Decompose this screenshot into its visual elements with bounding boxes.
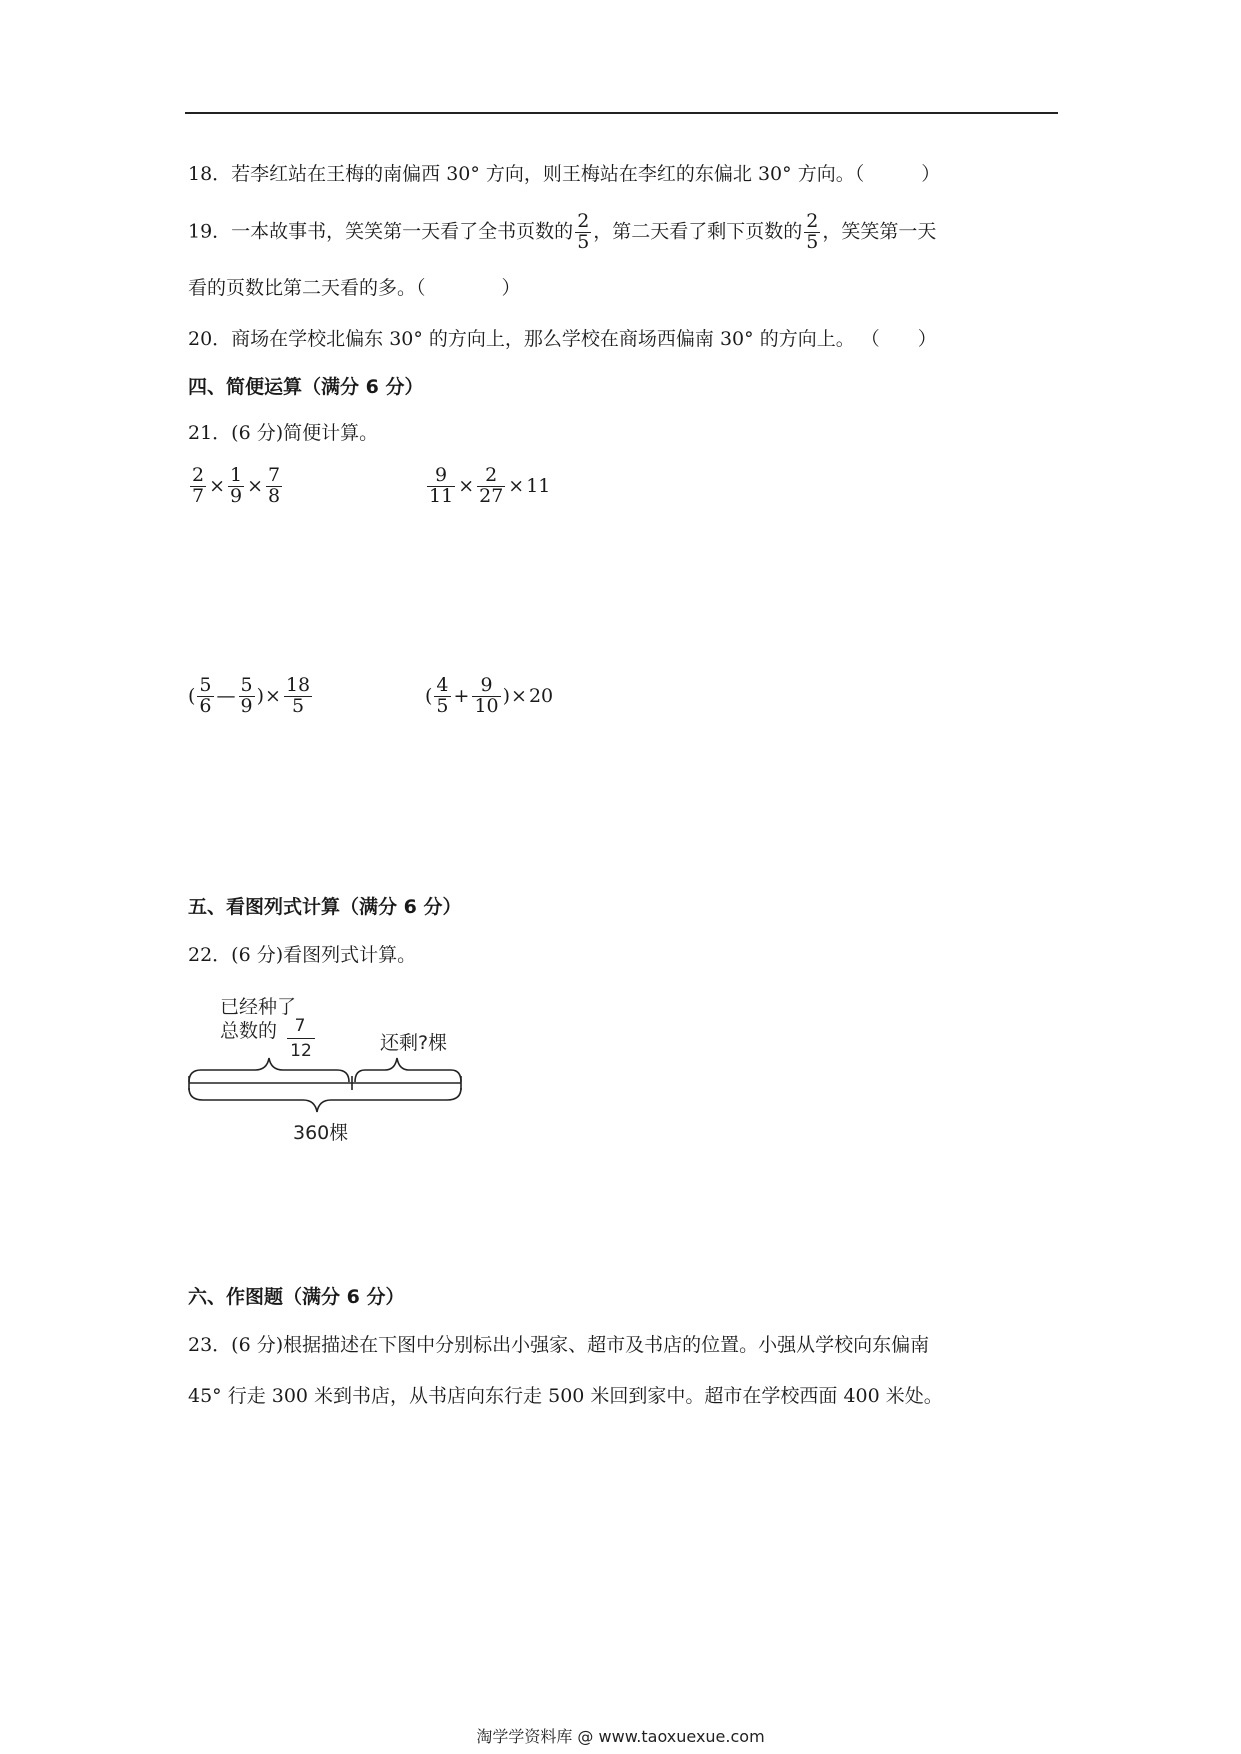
diagram-fraction-denominator: 12: [290, 1041, 312, 1061]
question-21: 21．(6 分)简便计算。: [188, 422, 379, 444]
q19-text-3: ，笑笑第一天: [822, 220, 937, 243]
section-4-title: 四、简便运算（满分 6 分）: [188, 376, 424, 398]
diagram-label-remaining: 还剩?棵: [380, 1032, 448, 1054]
question-19-line-2: 看的页数比第二天看的多。（ ）: [188, 277, 521, 299]
question-22: 22．(6 分)看图列式计算。: [188, 944, 417, 966]
header-rule: [185, 112, 1058, 114]
q19-text-2: ，第二天看了剩下页数的: [593, 220, 803, 243]
diagram-fraction-numerator: 7: [294, 1016, 306, 1036]
q19-fraction-1: $\frac{2}{5}$: [577, 210, 590, 253]
line-segment-diagram: [185, 990, 490, 1160]
q19-fraction-2: $\frac{2}{5}$: [806, 210, 819, 253]
section-5-title: 五、看图列式计算（满分 6 分）: [188, 896, 462, 918]
diagram-label-total: 360棵: [293, 1122, 349, 1144]
question-23-line-2: 45° 行走 300 米到书店，从书店向东行走 500 米回到家中。超市在学校西面 400 米处。: [188, 1385, 943, 1407]
diagram-label-planted-2: 总数的: [220, 1020, 278, 1042]
question-19: [188, 212, 936, 253]
expression-3: ( $\frac{5}{6}$ — $\frac{5}{9}$ )× $\frac{18}{5}$: [188, 674, 311, 717]
expression-2: $\frac{9}{11}$ × $\frac{2}{27}$ × 11: [429, 464, 551, 507]
expression-1: $\frac{2}{7}$ × $\frac{1}{9}$ × $\frac{7}{8}$: [192, 464, 281, 507]
q19-text-1: 19．一本故事书，笑笑第一天看了全书页数的: [188, 220, 574, 243]
expression-4: ( $\frac{4}{5}$ + $\frac{9}{10}$ )× 20: [425, 674, 554, 717]
footer-watermark: 淘学学资料库 @ www.taoxuexue.com: [476, 1727, 765, 1746]
question-23: 23．(6 分)根据描述在下图中分别标出小强家、超市及书店的位置。小强从学校向东偏南: [188, 1334, 930, 1356]
diagram-label-planted-1: 已经种了: [220, 996, 297, 1018]
question-18: 18．若李红站在王梅的南偏西 30° 方向，则王梅站在李红的东偏北 30° 方向。（ ）: [188, 163, 941, 185]
section-6-title: 六、作图题（满分 6 分）: [188, 1286, 405, 1308]
question-20: 20．商场在学校北偏东 30° 的方向上，那么学校在商场西偏南 30° 的方向上。 （ ）: [188, 328, 937, 350]
